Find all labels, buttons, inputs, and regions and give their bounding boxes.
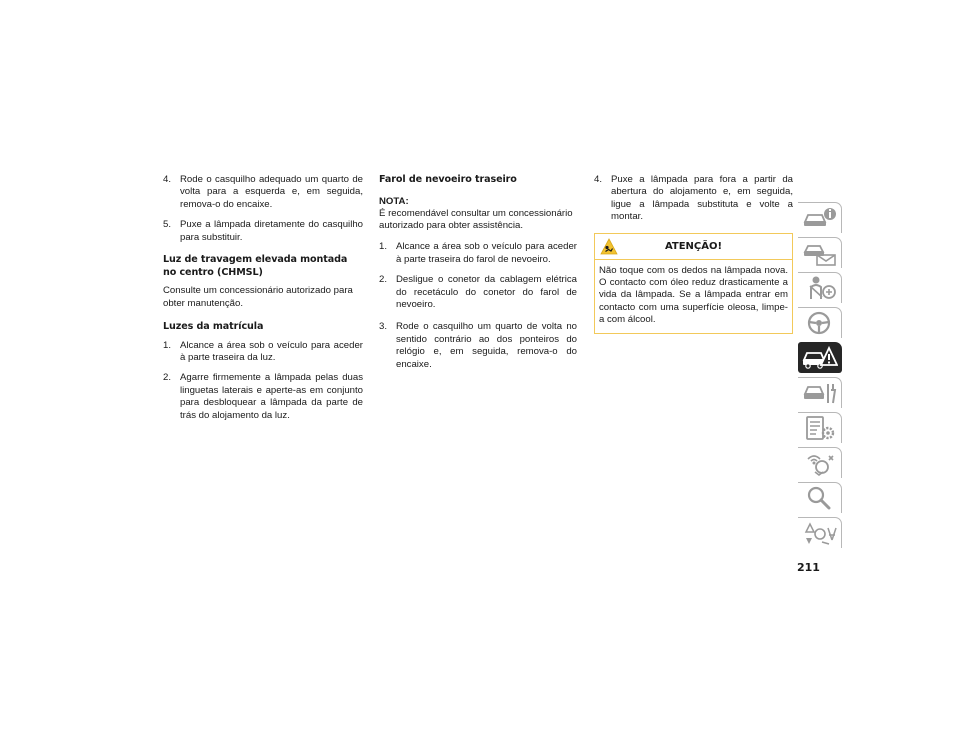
text-column-2: [379, 174, 577, 379]
list-item: [379, 321, 577, 371]
tab-emergency[interactable]: [798, 342, 842, 373]
step-text: Puxe a lâmpada para fora a partir da abertura do alojamento e, em seguida, ligue a lâmpada substituta e volte a montar.: [611, 174, 793, 223]
section-heading-plate-lights: Luzes da matrícula: [163, 321, 264, 333]
tab-driving[interactable]: [798, 307, 842, 338]
step-text: Rode o casquilho um quarto de volta no sentido contrário ao dos ponteiros do relógio e, em seguida, remova-o do encaixe.: [396, 321, 577, 370]
page-number: 211: [797, 561, 820, 574]
list-item: [163, 219, 363, 244]
steering-wheel-icon: [802, 310, 838, 336]
step-number: 2.: [163, 372, 172, 384]
tab-maintenance[interactable]: [798, 377, 842, 408]
step-number: 5.: [163, 219, 172, 231]
tab-car-mail[interactable]: [798, 237, 842, 268]
car-warning-icon: [802, 345, 838, 371]
person-seatbelt-icon: [802, 275, 838, 301]
warning-box: [594, 233, 793, 334]
tab-multimedia[interactable]: [798, 447, 842, 478]
checklist-gear-icon: [802, 415, 838, 441]
tab-technical[interactable]: [798, 412, 842, 443]
step-text: Alcance a área sob o veículo para aceder à parte traseira do farol de nevoeiro.: [396, 241, 577, 265]
step-text: Desligue o conetor da cablagem elétrica do recetáculo do conetor do farol de nevoeiro.: [396, 274, 577, 311]
list-item: [163, 372, 363, 422]
note-text: É recomendável consultar um concessionário autorizado para obter assistência.: [379, 207, 573, 231]
text-column-1: [163, 174, 363, 430]
warning-triangle-icon: [600, 238, 618, 255]
step-number: 4.: [594, 174, 603, 185]
paragraph: Consulte um concessionário autorizado para obter manutenção.: [163, 285, 353, 309]
tab-car-info[interactable]: [798, 202, 842, 233]
warning-text: Não toque com os dedos na lâmpada nova. O contacto com óleo reduz drasticamente a vida da lâmpada. Se a lâmpada entrar em contacto com uma superfície oleosa, limpe-a com álcool.: [599, 264, 788, 326]
tab-safety[interactable]: [798, 272, 842, 303]
list-item: [163, 340, 363, 365]
text-column-3: [594, 174, 793, 334]
multimedia-icon: [802, 450, 838, 476]
tab-languages[interactable]: [798, 517, 842, 548]
step-number: 2.: [379, 274, 388, 286]
step-number: 4.: [163, 174, 172, 185]
warning-title: ATENÇÃO!: [664, 240, 723, 252]
step-number: 1.: [163, 339, 172, 351]
section-heading-chmsl: Luz de travagem elevada montada no centro (CHMSL): [163, 254, 348, 278]
step-number: 3.: [379, 321, 388, 333]
car-mail-icon: [802, 240, 838, 266]
note-label: NOTA:: [379, 195, 409, 207]
list-item: [379, 241, 577, 266]
step-text: Puxe a lâmpada diretamente do casquilho para substituir.: [180, 219, 363, 243]
magnifier-icon: [802, 485, 838, 511]
list-item: [379, 274, 577, 311]
list-item: [163, 174, 363, 211]
step-text: Rode o casquilho adequado um quarto de volta para a esquerda e, em seguida, remova-o do encaixe.: [180, 174, 363, 210]
section-heading-rear-fog: Farol de nevoeiro traseiro: [379, 174, 517, 185]
list-item: [594, 174, 793, 224]
warning-header: [595, 234, 792, 260]
languages-icon: [802, 520, 838, 546]
step-number: 1.: [379, 241, 388, 253]
chapter-tabs: [798, 202, 842, 552]
car-tools-icon: [802, 380, 838, 406]
step-text: Agarre firmemente a lâmpada pelas duas linguetas laterais e aperte-as em conjunto para desbloquear a lâmpada da parte de trás do alojamento da luz.: [180, 372, 363, 421]
car-info-icon: [802, 205, 838, 231]
tab-index[interactable]: [798, 482, 842, 513]
step-text: Alcance a área sob o veículo para aceder à parte traseira da luz.: [180, 339, 363, 364]
